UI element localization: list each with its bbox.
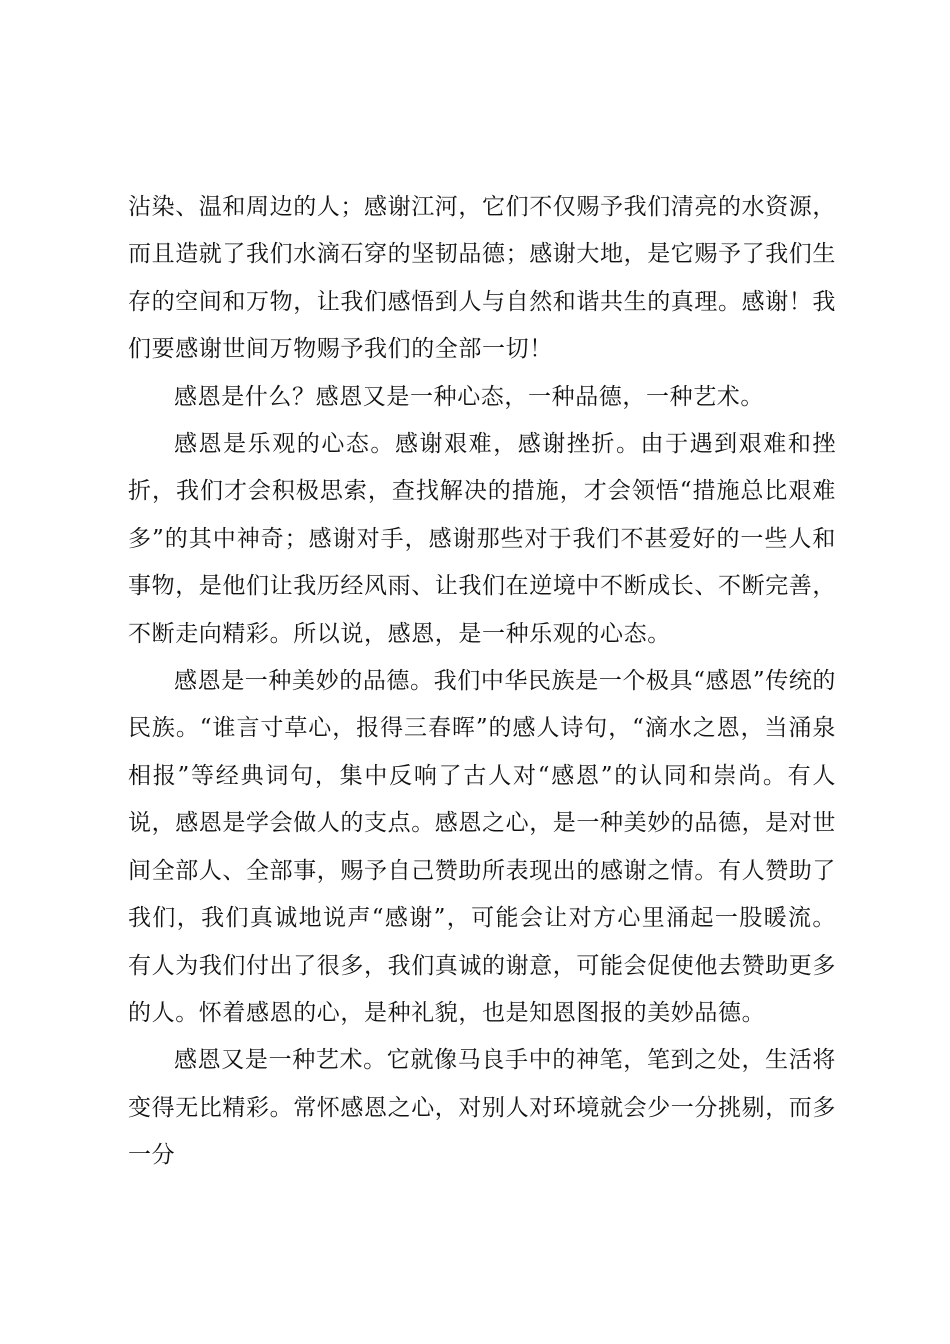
paragraph-virtue: 感恩是一种美妙的品德。我们中华民族是一个极具“感恩”传统的民族。“谁言寸草心，报得三春晖”的感人诗句，“滴水之恩，当涌泉相报”等经典词句，集中反响了古人对“感恩”的认同和崇尚。有人说，感恩是学会做人的支点。感恩之心，是一种美妙的品德，是对世间全部人、全部事，赐予自己赞助所表现出的感谢之情。有人赞助了我们，我们真诚地说声“感谢”，可能会让对方心里涌起一股暖流。有人为我们付出了很多，我们真诚的谢意，可能会促使他去赞助更多的人。怀着感恩的心，是种礼貌，也是知恩图报的美妙品德。	[128, 668, 836, 1026]
document-body	[128, 184, 836, 1180]
paragraph-what-is-gratitude: 感恩是什么？感恩又是一种心态，一种品德，一种艺术。	[174, 383, 764, 410]
paragraph-art: 感恩又是一种艺术。它就像马良手中的神笔，笔到之处，生活将变得无比精彩。常怀感恩之心，对别人对环境就会少一分挑剔，而多一分	[128, 1047, 836, 1169]
paragraph-optimistic-mindset: 感恩是乐观的心态。感谢艰难，感谢挫折。由于遇到艰难和挫折，我们才会积极思索，查找解决的措施，才会领悟“措施总比艰难多”的其中神奇；感谢对手，感谢那些对于我们不甚爱好的一些人和事物，是他们让我历经风雨、让我们在逆境中不断成长、不断完善，不断走向精彩。所以说，感恩，是一种乐观的心态。	[128, 431, 836, 647]
paragraph-gratitude-nature: 沾染、温和周边的人；感谢江河，它们不仅赐予我们清亮的水资源，而且造就了我们水滴石穿的坚韧品德；感谢大地，是它赐予了我们生存的空间和万物，让我们感悟到人与自然和谐共生的真理。感谢！我们要感谢世间万物赐予我们的全部一切！	[128, 194, 836, 363]
